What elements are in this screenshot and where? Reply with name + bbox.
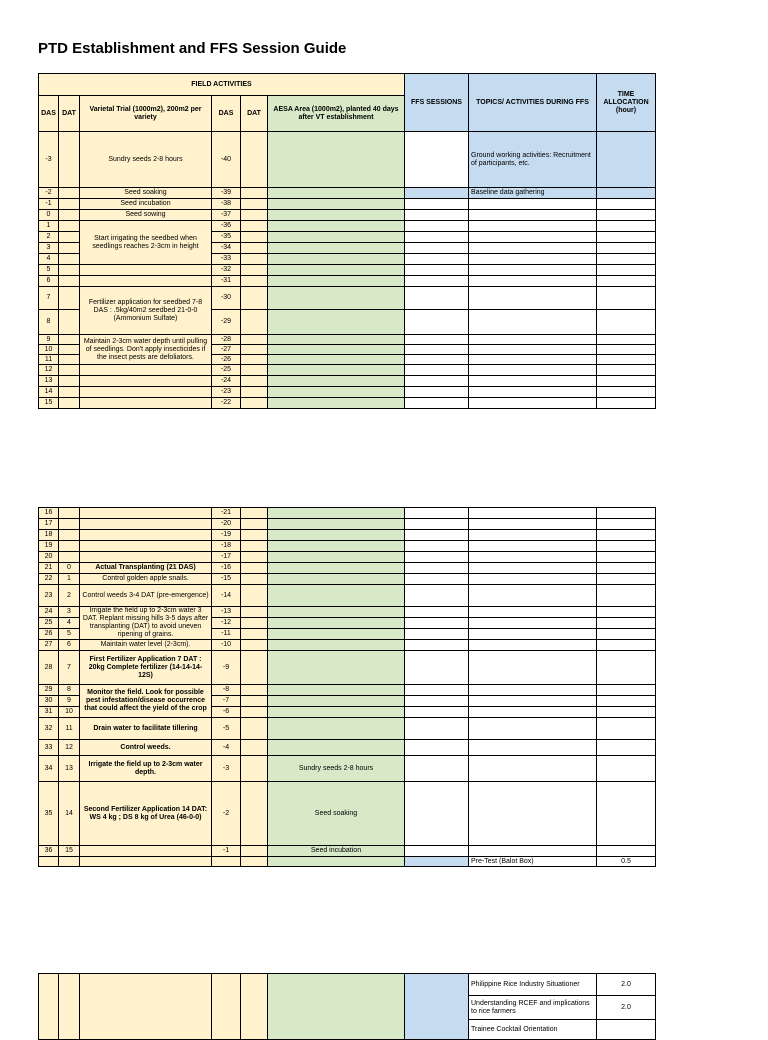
dat-cell: 2 [59,585,80,607]
das-cell: -18 [212,541,241,552]
monitor-note: Monitor the field. Look for possible pest infestation/disease occurrence that could affect the yield of the crop [80,685,212,718]
table-row [39,132,656,188]
fertilizer-note: Fertilizer application for seedbed 7-8 DAS : .5kg/40m2 seedbed 21-0-0 (Ammonium Sulfate) [80,287,212,335]
das-cell: -33 [212,254,241,265]
dat-cell: 13 [59,756,80,782]
table-row [39,365,656,376]
activity-cell: Sundry seeds 2-8 hours [80,132,212,188]
das-cell: -14 [212,585,241,607]
das-cell: -37 [212,210,241,221]
table-row [39,265,656,276]
field-activities-header: FIELD ACTIVITIES [39,74,405,96]
das-cell: -15 [212,574,241,585]
das-cell: -1 [39,199,59,210]
table-row [39,782,656,846]
das-cell: -16 [212,563,241,574]
table-row [39,552,656,563]
das-cell: -27 [212,345,241,355]
activity-cell: First Fertilizer Application 7 DAT : 20kg Complete fertilizer (14-14-14-12S) [80,651,212,685]
table-row [39,756,656,782]
table-row [39,541,656,552]
table-row [39,607,656,618]
das-cell: 34 [39,756,59,782]
das-cell: -26 [212,355,241,365]
table-row [39,199,656,210]
das-cell: 24 [39,607,59,618]
table-row [39,387,656,398]
aesa-cell: Sundry seeds 2-8 hours [268,756,405,782]
topic-cell: Philippine Rice Industry Situationer [469,974,597,996]
das-cell: -39 [212,188,241,199]
das-cell: 33 [39,740,59,756]
das-cell: -19 [212,530,241,541]
das-cell: 15 [39,398,59,409]
table-row [39,398,656,409]
session-guide-table-3 [38,973,656,1040]
das-cell: -2 [39,188,59,199]
table-row [39,574,656,585]
das-cell: 13 [39,376,59,387]
das-cell: 32 [39,718,59,740]
dat-cell: 15 [59,846,80,857]
das-cell: -1 [212,846,241,857]
das-header: DAS [39,96,59,132]
das-cell: 0 [39,210,59,221]
das-cell: 1 [39,221,59,232]
table-row [39,718,656,740]
das-cell: -38 [212,199,241,210]
table-row [39,519,656,530]
time-cell: 2.0 [597,974,656,996]
das-cell: -3 [39,132,59,188]
das-cell: 27 [39,640,59,651]
das-cell: -11 [212,629,241,640]
activity-cell: Seed incubation [80,199,212,210]
das-cell: 16 [39,508,59,519]
topic-cell: Baseline data gathering [469,188,597,199]
das-header: DAS [212,96,241,132]
das-cell: -28 [212,335,241,345]
das-cell: -3 [212,756,241,782]
das-cell: 5 [39,265,59,276]
das-cell: -30 [212,287,241,310]
topic-cell: Understanding RCEF and implications to rice farmers [469,996,597,1020]
das-cell: 9 [39,335,59,345]
table-row [39,287,656,310]
activity-cell: Drain water to facilitate tillering [80,718,212,740]
table-row [39,221,656,232]
das-cell: -34 [212,243,241,254]
dat-cell: 5 [59,629,80,640]
dat-cell: 6 [59,640,80,651]
activity-cell: Irrigate the field up to 2-3cm water depth. [80,756,212,782]
das-cell: 14 [39,387,59,398]
das-cell: -12 [212,618,241,629]
aesa-header: AESA Area (1000m2), planted 40 days after VT establishment [268,96,405,132]
activity-cell: Control golden apple snails. [80,574,212,585]
das-cell: 25 [39,618,59,629]
table-row [39,210,656,221]
table-row [39,651,656,685]
das-cell: -32 [212,265,241,276]
table-row [39,974,656,996]
das-cell: 10 [39,345,59,355]
dat-cell: 0 [59,563,80,574]
activity-cell: Actual Transplanting (21 DAS) [80,563,212,574]
das-cell: 22 [39,574,59,585]
time-cell: 2.0 [597,996,656,1020]
das-cell: -20 [212,519,241,530]
topic-cell: Trainee Cocktail Orientation [469,1020,597,1040]
das-cell: 29 [39,685,59,696]
das-cell: 4 [39,254,59,265]
das-cell: -4 [212,740,241,756]
dat-cell: 14 [59,782,80,846]
dat-header: DAT [241,96,268,132]
das-cell: -13 [212,607,241,618]
das-cell: -23 [212,387,241,398]
table-row [39,508,656,519]
table-row [39,640,656,651]
time-allocation-header: TIME ALLOCATION (hour) [597,74,656,132]
irrigate-note: Start irrigating the seedbed when seedlings reaches 2-3cm in height [80,221,212,265]
das-cell: -9 [212,651,241,685]
das-cell: 23 [39,585,59,607]
table-row [39,276,656,287]
dat-cell: 1 [59,574,80,585]
table-row [39,846,656,857]
dat-cell: 8 [59,685,80,696]
table-row [39,857,656,867]
das-cell: 7 [39,287,59,310]
das-cell: 11 [39,355,59,365]
topic-cell: Ground working activities: Recruitment of participants, etc. [469,132,597,188]
das-cell: 28 [39,651,59,685]
table-row [39,740,656,756]
das-cell: -5 [212,718,241,740]
das-cell: -31 [212,276,241,287]
das-cell: -17 [212,552,241,563]
das-cell: 6 [39,276,59,287]
topics-header: TOPICS/ ACTIVITIES DURING FFS [469,74,597,132]
activity-cell: Second Fertilizer Application 14 DAT: WS 4 kg ; DS 8 kg of Urea (46-0-0) [80,782,212,846]
das-cell: -7 [212,696,241,707]
das-cell: 8 [39,310,59,335]
page-title: PTD Establishment and FFS Session Guide [38,40,347,57]
table-row [39,530,656,541]
das-cell: 18 [39,530,59,541]
time-cell: 0.5 [597,857,656,867]
das-cell: -8 [212,685,241,696]
das-cell: -36 [212,221,241,232]
dat-cell: 9 [59,696,80,707]
table-row [39,585,656,607]
das-cell: 35 [39,782,59,846]
das-cell: 36 [39,846,59,857]
session-guide-table-2 [38,507,656,867]
table-row [39,376,656,387]
das-cell: 31 [39,707,59,718]
table-row [39,335,656,345]
das-cell: -10 [212,640,241,651]
time-cell [597,1020,656,1040]
das-cell: 26 [39,629,59,640]
das-cell: -2 [212,782,241,846]
das-cell: 2 [39,232,59,243]
table-row [39,188,656,199]
aesa-cell: Seed incubation [268,846,405,857]
dat-cell: 7 [59,651,80,685]
das-cell: 12 [39,365,59,376]
dat-cell: 10 [59,707,80,718]
topic-cell: Pre-Test (Balot Box) [469,857,597,867]
activity-cell: Seed sowing [80,210,212,221]
activity-cell: Seed soaking [80,188,212,199]
das-cell: -40 [212,132,241,188]
dat-cell: 4 [59,618,80,629]
das-cell: 21 [39,563,59,574]
varietal-trial-header: Varietal Trial (1000m2), 200m2 per variety [80,96,212,132]
activity-cell: Control weeds. [80,740,212,756]
das-cell: 3 [39,243,59,254]
dat-cell: 12 [59,740,80,756]
maintain-note: Maintain 2-3cm water depth until pulling of seedlings. Don't apply insecticides if the insect pests are defoliators. [80,335,212,365]
dat-cell: 3 [59,607,80,618]
das-cell: -21 [212,508,241,519]
table-row [39,563,656,574]
irrigate-replant-note: Irrigate the field up to 2-3cm water 3 DAT. Replant missing hills 3-5 days after transplanting (DAT) to avoid uneven ripening of grains. [80,607,212,640]
session-guide-table-1 [38,73,656,409]
activity-cell: Control weeds 3-4 DAT (pre-emergence) [80,585,212,607]
das-cell: -29 [212,310,241,335]
das-cell: -22 [212,398,241,409]
das-cell: 30 [39,696,59,707]
das-cell: -6 [212,707,241,718]
das-cell: -25 [212,365,241,376]
das-cell: -35 [212,232,241,243]
das-cell: 20 [39,552,59,563]
ffs-sessions-header: FFS SESSIONS [405,74,469,132]
aesa-cell: Seed soaking [268,782,405,846]
table-row [39,685,656,696]
das-cell: -24 [212,376,241,387]
das-cell: 19 [39,541,59,552]
das-cell: 17 [39,519,59,530]
dat-header: DAT [59,96,80,132]
activity-cell: Maintain water level (2-3cm). [80,640,212,651]
dat-cell: 11 [59,718,80,740]
